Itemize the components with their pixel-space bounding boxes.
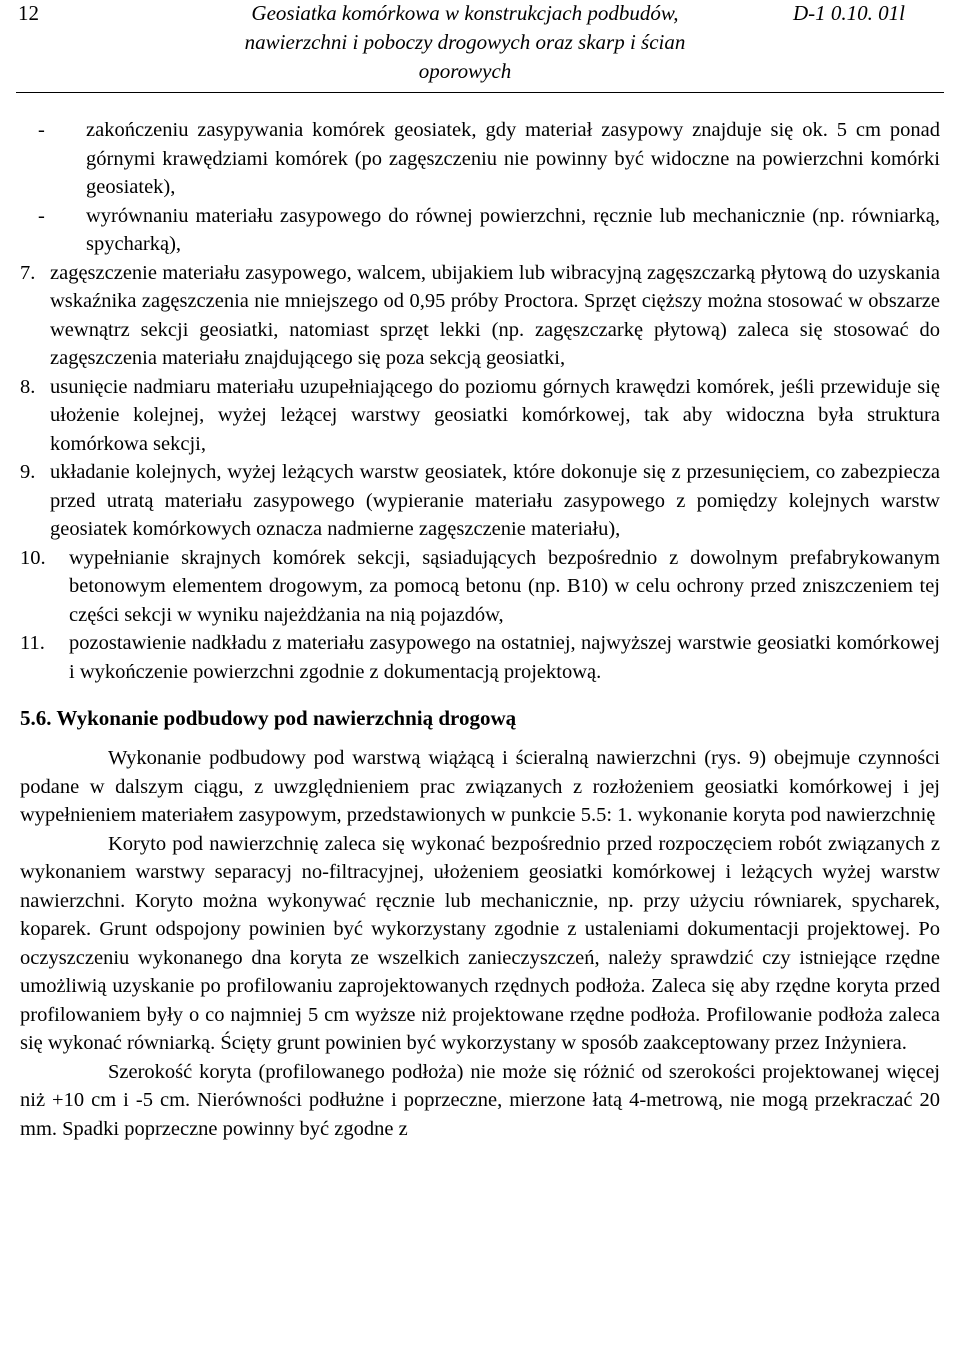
list-item-text: pozostawienie nadkładu z materiału zasypowego na ostatniej, najwyższej warstwie geosiatki komórkowej i wykończenie powierzchni zgodnie z dokumentacją projektową. bbox=[69, 632, 940, 683]
page-content bbox=[20, 116, 940, 1143]
list-marker: 11. bbox=[20, 632, 45, 654]
list-item bbox=[20, 202, 940, 259]
list-item-text: zagęszczenie materiału zasypowego, walcem, ubijakiem lub wibracyjną zagęszczarką płytową do uzyskania wskaźnika zagęszczenia nie mniejszego od 0,95 próby Proctora. Sprzęt cięższy można stosować w obszarze wewnątrz sekcji geosiatki, natomiast sprzęt lekki (np. zagęszczarkę płytową) zaleca się stosować do zagęszczenia materiału znajdującego się poza sekcją geosiatki, bbox=[50, 261, 940, 369]
paragraph: Szerokość koryta (profilowanego podłoża) nie może się różnić od szerokości projektowanej więcej niż +10 cm i -5 cm. Nierówności podłużne i poprzeczne, mierzone łatą 4-metrową, nie mogą przekraczać 20 mm. Spadki poprzeczne powinny być zgodne z bbox=[20, 1060, 940, 1140]
section-heading: 5.6. Wykonanie podbudowy pod nawierzchnią drogową bbox=[20, 706, 517, 730]
numbered-item bbox=[20, 458, 940, 544]
numbered-item bbox=[20, 259, 940, 373]
page-number: 12 bbox=[18, 1, 39, 25]
header-rule bbox=[16, 92, 944, 93]
numbered-item bbox=[20, 629, 940, 686]
list-item-text: układanie kolejnych, wyżej leżących warstw geosiatek, które dokonuje się z przesunięciem, co zabezpiecza przed utratą materiału zasypowego (wypieranie materiału zasypowego z pomiędzy kolejnych warstw geosiatek komórkowych oznacza nadmierne zagęszczenie materiału), bbox=[50, 461, 940, 540]
list-item-text: usunięcie nadmiaru materiału uzupełniającego do poziomu górnych krawędzi komórek, jeśli przewiduje się ułożenie kolejnej, wyżej leżącej warstwy geosiatki komórkowej, tak aby widoczna była struktura komórkowa sekcji, bbox=[50, 375, 940, 455]
page-header bbox=[0, 0, 960, 90]
list-marker: - bbox=[38, 204, 45, 227]
numbered-item bbox=[20, 373, 940, 459]
header-title: Geosiatka komórkowa w konstrukcjach podbudów, nawierzchni i poboczy drogowych oraz skarp i ścian oporowych bbox=[244, 1, 686, 83]
list-item bbox=[20, 116, 940, 202]
paragraph: Wykonanie podbudowy pod warstwą wiążącą i ścieralną nawierzchni (rys. 9) obejmuje czynności podane w dalszym ciągu, z uwzględnieniem prac związanych z rozłożeniem geosiatki komórkowej i jej wypełnieniem materiałem zasypowym, przedstawionych w punkcie 5.5: 1. wykonanie koryta pod nawierzchnię bbox=[20, 747, 940, 826]
list-marker: 7. bbox=[20, 261, 36, 284]
list-item-text: wypełnianie skrajnych komórek sekcji, sąsiadujących bezpośrednio z dowolnym prefabrykowanym betonowym elementem drogowym, za pomocą betonu (np. B10) w celu ochrony przed zniszczeniem tej części sekcji w wyniku najeżdżania na nią pojazdów, bbox=[69, 546, 940, 626]
paragraph: Koryto pod nawierzchnię zaleca się wykonać bezpośrednio przed rozpoczęciem robót związanych z wykonaniem warstwy separacyj no-filtracyjnej, ułożeniem geosiatki komórkowej i leżących wyżej warstw nawierzchni. Koryto można wykonywać ręcznie lub mechanicznie, np. przy użyciu równiarek, spycharek, koparek. Grunt odspojony powinien być wykorzystany zgodnie z ustaleniami dokumentacji projektowej. Po oczyszczeniu wykonanego dna koryta ze wszelkich zanieczyszczeń, należy sprawdzić czy istniejące rzędne umożliwią uzyskanie po profilowaniu zaprojektowanych rzędnych podłoża. Zaleca się aby rzędne koryta przed profilowaniem były o co najmniej 5 cm wyższe niż projektowane rzędne podłoża. Profilowanie podłoża zaleca się wykonać równiarką. Ścięty grunt powinien być wykorzystany w sposób zaakceptowany przez Inżyniera. bbox=[20, 832, 940, 1054]
list-marker: 10. bbox=[20, 546, 46, 569]
list-marker: 9. bbox=[20, 461, 36, 483]
list-item-text: zakończeniu zasypywania komórek geosiatek, gdy materiał zasypowy znajduje się ok. 5 cm ponad górnymi krawędziami komórek (po zagęszczeniu nie powinny być widoczne na powierzchni komórki geosiatek), bbox=[86, 119, 940, 198]
numbered-item bbox=[20, 544, 940, 630]
list-marker: 8. bbox=[20, 375, 36, 398]
document-code: D-1 0.10. 01l bbox=[793, 1, 905, 25]
list-item-text: wyrównaniu materiału zasypowego do równej powierzchni, ręcznie lub mechanicznie (np. równiarką, spycharką), bbox=[86, 204, 940, 255]
list-marker: - bbox=[38, 119, 45, 141]
